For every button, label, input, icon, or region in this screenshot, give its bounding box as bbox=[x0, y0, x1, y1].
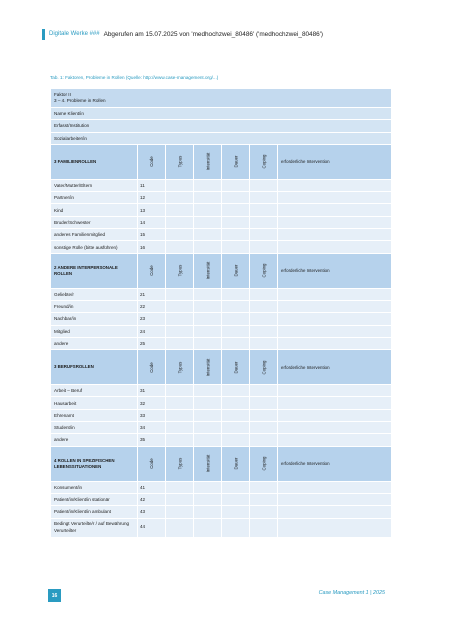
row-label: Student/in bbox=[51, 422, 137, 433]
intervention-cell bbox=[278, 204, 391, 215]
roles-table bbox=[50, 88, 392, 538]
row-label: Mitglied bbox=[51, 326, 137, 337]
column-header-1 bbox=[166, 447, 193, 481]
empty-cell bbox=[194, 422, 221, 433]
column-header-label: Code bbox=[149, 361, 154, 373]
row-code: 12 bbox=[138, 192, 165, 203]
empty-cell bbox=[194, 301, 221, 312]
section-title: 2 ANDERE INTERPERSONALE ROLLEN bbox=[51, 254, 137, 288]
column-header-label: Typus bbox=[177, 457, 182, 470]
section-title: 3 FAMILIENROLLEN bbox=[51, 145, 137, 179]
empty-cell bbox=[222, 241, 249, 252]
row-label: Bruder/Schwester bbox=[51, 217, 137, 228]
row-label: Partner/in bbox=[51, 192, 137, 203]
column-header-1 bbox=[166, 254, 193, 288]
column-header-label: Typus bbox=[177, 156, 182, 168]
empty-cell bbox=[194, 326, 221, 337]
column-header-4 bbox=[250, 350, 277, 384]
table-row bbox=[51, 494, 391, 505]
empty-cell bbox=[166, 410, 193, 421]
empty-cell bbox=[250, 326, 277, 337]
page-header bbox=[42, 28, 412, 40]
intervention-cell bbox=[278, 313, 391, 324]
row-code: 22 bbox=[138, 301, 165, 312]
empty-cell bbox=[222, 338, 249, 349]
empty-cell bbox=[166, 301, 193, 312]
column-header-label: Intensität bbox=[204, 454, 210, 473]
empty-cell bbox=[222, 313, 249, 324]
empty-cell bbox=[250, 482, 277, 493]
column-header-label: Code bbox=[149, 265, 154, 276]
empty-cell bbox=[222, 482, 249, 493]
column-header-0 bbox=[138, 447, 165, 481]
column-header-intervention: erforderliche Intervention bbox=[278, 447, 391, 481]
empty-cell bbox=[222, 204, 249, 215]
column-header-2 bbox=[194, 254, 221, 288]
empty-cell bbox=[166, 385, 193, 396]
column-header-intervention: erforderliche Intervention bbox=[278, 350, 391, 384]
intervention-cell bbox=[278, 422, 391, 433]
row-code: 31 bbox=[138, 385, 165, 396]
row-label: Kind bbox=[51, 204, 137, 215]
table-row bbox=[51, 289, 391, 300]
column-header-label: Typus bbox=[177, 264, 182, 277]
empty-cell bbox=[250, 385, 277, 396]
row-code: 44 bbox=[138, 519, 165, 537]
empty-cell bbox=[250, 494, 277, 505]
column-header-label: Dauer bbox=[233, 264, 238, 277]
empty-cell bbox=[222, 494, 249, 505]
empty-cell bbox=[194, 192, 221, 203]
header-brand: Digitale Werke ### bbox=[49, 31, 100, 37]
intervention-cell bbox=[278, 241, 391, 252]
column-header-4 bbox=[250, 254, 277, 288]
empty-cell bbox=[194, 482, 221, 493]
intervention-cell bbox=[278, 338, 391, 349]
row-code: 33 bbox=[138, 410, 165, 421]
empty-cell bbox=[166, 217, 193, 228]
info-cell: Sozialarbeiter/in bbox=[51, 133, 391, 144]
column-header-label: Typus bbox=[177, 361, 182, 374]
table-row bbox=[51, 385, 391, 396]
empty-cell bbox=[194, 494, 221, 505]
empty-cell bbox=[194, 519, 221, 537]
empty-cell bbox=[250, 506, 277, 517]
empty-cell bbox=[166, 397, 193, 408]
table-row bbox=[51, 482, 391, 493]
row-code: 34 bbox=[138, 422, 165, 433]
intervention-cell bbox=[278, 326, 391, 337]
empty-cell bbox=[194, 204, 221, 215]
row-code: 25 bbox=[138, 338, 165, 349]
table-row bbox=[51, 192, 391, 203]
empty-cell bbox=[166, 241, 193, 252]
table-row bbox=[51, 434, 391, 445]
empty-cell bbox=[222, 289, 249, 300]
empty-cell bbox=[166, 326, 193, 337]
column-header-intervention: erforderliche Intervention bbox=[278, 145, 391, 179]
intervention-cell bbox=[278, 397, 391, 408]
empty-cell bbox=[222, 192, 249, 203]
empty-cell bbox=[222, 434, 249, 445]
section-title: 4 ROLLEN IN SPEZIFISCHEN LEBENSSITUATIONEN bbox=[51, 447, 137, 481]
column-header-label: Dauer bbox=[233, 361, 238, 374]
empty-cell bbox=[194, 289, 221, 300]
empty-cell bbox=[166, 180, 193, 191]
row-code: 41 bbox=[138, 482, 165, 493]
table-row bbox=[51, 301, 391, 312]
row-code: 42 bbox=[138, 494, 165, 505]
empty-cell bbox=[166, 422, 193, 433]
empty-cell bbox=[250, 301, 277, 312]
table-row bbox=[51, 422, 391, 433]
table-row bbox=[51, 506, 391, 517]
row-code: 43 bbox=[138, 506, 165, 517]
column-header-0 bbox=[138, 254, 165, 288]
empty-cell bbox=[194, 313, 221, 324]
empty-cell bbox=[166, 482, 193, 493]
header-download-note: Abgerufen am 15.07.2025 von 'medhochzwei_80486' ('medhochzwei_80486') bbox=[103, 30, 324, 38]
empty-cell bbox=[250, 229, 277, 240]
empty-cell bbox=[250, 410, 277, 421]
empty-cell bbox=[194, 506, 221, 517]
row-label: Patient/in/Klient/in ambulant bbox=[51, 506, 137, 517]
column-header-label: Coping bbox=[260, 263, 266, 278]
empty-cell bbox=[194, 385, 221, 396]
column-header-0 bbox=[138, 350, 165, 384]
empty-cell bbox=[222, 229, 249, 240]
column-header-4 bbox=[250, 447, 277, 481]
empty-cell bbox=[222, 217, 249, 228]
row-label: Bedingt Verurteilte/r / auf Bewährung Verurteilter bbox=[51, 519, 137, 537]
empty-cell bbox=[250, 313, 277, 324]
footer-journal: Case Management 1 | 2025 bbox=[318, 590, 385, 596]
empty-cell bbox=[194, 229, 221, 240]
row-label: Arbeit – Beruf bbox=[51, 385, 137, 396]
page-number: 16 bbox=[48, 589, 61, 602]
column-header-1 bbox=[166, 350, 193, 384]
section-header-row bbox=[51, 447, 391, 481]
intervention-cell bbox=[278, 494, 391, 505]
column-header-label: Coping bbox=[260, 154, 266, 169]
empty-cell bbox=[194, 241, 221, 252]
table-row bbox=[51, 229, 391, 240]
column-header-3 bbox=[222, 350, 249, 384]
row-code: 15 bbox=[138, 229, 165, 240]
empty-cell bbox=[250, 289, 277, 300]
intervention-cell bbox=[278, 192, 391, 203]
row-code: 13 bbox=[138, 204, 165, 215]
empty-cell bbox=[166, 192, 193, 203]
table-row bbox=[51, 519, 391, 537]
header-accent-bar bbox=[42, 29, 45, 40]
table-title-row bbox=[51, 89, 391, 107]
info-row bbox=[51, 120, 391, 131]
table-row bbox=[51, 397, 391, 408]
section-header-row bbox=[51, 350, 391, 384]
empty-cell bbox=[250, 241, 277, 252]
empty-cell bbox=[194, 217, 221, 228]
empty-cell bbox=[222, 410, 249, 421]
row-label: Hausarbeit bbox=[51, 397, 137, 408]
column-header-2 bbox=[194, 350, 221, 384]
intervention-cell bbox=[278, 519, 391, 537]
intervention-cell bbox=[278, 434, 391, 445]
row-code: 23 bbox=[138, 313, 165, 324]
column-header-label: Coping bbox=[260, 456, 266, 471]
empty-cell bbox=[222, 301, 249, 312]
table-row bbox=[51, 217, 391, 228]
empty-cell bbox=[250, 217, 277, 228]
intervention-cell bbox=[278, 482, 391, 493]
intervention-cell bbox=[278, 229, 391, 240]
info-row bbox=[51, 108, 391, 119]
column-header-label: Dauer bbox=[233, 155, 238, 168]
table-row bbox=[51, 338, 391, 349]
column-header-label: Intensität bbox=[204, 261, 210, 280]
empty-cell bbox=[222, 506, 249, 517]
intervention-cell bbox=[278, 410, 391, 421]
row-code: 32 bbox=[138, 397, 165, 408]
empty-cell bbox=[222, 422, 249, 433]
intervention-cell bbox=[278, 301, 391, 312]
column-header-intervention: erforderliche Intervention bbox=[278, 254, 391, 288]
section-title: 3 BERUFSROLLEN bbox=[51, 350, 137, 384]
empty-cell bbox=[166, 338, 193, 349]
row-label: Ehrenamt bbox=[51, 410, 137, 421]
empty-cell bbox=[250, 434, 277, 445]
table-row bbox=[51, 410, 391, 421]
info-row bbox=[51, 133, 391, 144]
table-row bbox=[51, 326, 391, 337]
empty-cell bbox=[194, 180, 221, 191]
row-label: Konsument/in bbox=[51, 482, 137, 493]
table-row bbox=[51, 241, 391, 252]
empty-cell bbox=[222, 385, 249, 396]
info-cell: Erfasst/Institution bbox=[51, 120, 391, 131]
empty-cell bbox=[250, 519, 277, 537]
row-code: 21 bbox=[138, 289, 165, 300]
column-header-label: Coping bbox=[260, 360, 266, 375]
column-header-label: Intensität bbox=[204, 152, 210, 171]
empty-cell bbox=[166, 313, 193, 324]
column-header-2 bbox=[194, 145, 221, 179]
empty-cell bbox=[222, 397, 249, 408]
row-label: Vater/Mutter/Eltern bbox=[51, 180, 137, 191]
empty-cell bbox=[194, 434, 221, 445]
empty-cell bbox=[166, 229, 193, 240]
table-row bbox=[51, 180, 391, 191]
table-title-cell bbox=[51, 89, 391, 107]
empty-cell bbox=[222, 180, 249, 191]
column-header-1 bbox=[166, 145, 193, 179]
empty-cell bbox=[250, 180, 277, 191]
row-label: Freund/in bbox=[51, 301, 137, 312]
table-caption: Tab. 1: Faktoren, Probleme in Rollen (Quelle: http://www.case-management.org/...) bbox=[50, 75, 219, 80]
intervention-cell bbox=[278, 506, 391, 517]
column-header-label: Code bbox=[149, 458, 154, 469]
intervention-cell bbox=[278, 180, 391, 191]
empty-cell bbox=[194, 338, 221, 349]
empty-cell bbox=[250, 397, 277, 408]
row-label: sonstige Rolle (bitte ausführen) bbox=[51, 241, 137, 252]
row-label: anderes Familienmitglied bbox=[51, 229, 137, 240]
row-label: andere bbox=[51, 434, 137, 445]
row-code: 35 bbox=[138, 434, 165, 445]
row-code: 24 bbox=[138, 326, 165, 337]
empty-cell bbox=[250, 422, 277, 433]
intervention-cell bbox=[278, 385, 391, 396]
intervention-cell bbox=[278, 289, 391, 300]
empty-cell bbox=[166, 494, 193, 505]
empty-cell bbox=[166, 434, 193, 445]
table-title-line1: Faktor II bbox=[54, 91, 71, 97]
column-header-4 bbox=[250, 145, 277, 179]
row-label: Geliebte/r bbox=[51, 289, 137, 300]
table-row bbox=[51, 204, 391, 215]
column-header-0 bbox=[138, 145, 165, 179]
table-row bbox=[51, 313, 391, 324]
empty-cell bbox=[166, 519, 193, 537]
empty-cell bbox=[166, 204, 193, 215]
column-header-3 bbox=[222, 447, 249, 481]
column-header-3 bbox=[222, 145, 249, 179]
column-header-label: Dauer bbox=[233, 457, 238, 470]
row-label: Nachbar/in bbox=[51, 313, 137, 324]
row-code: 11 bbox=[138, 180, 165, 191]
column-header-label: Intensität bbox=[204, 358, 210, 377]
empty-cell bbox=[250, 192, 277, 203]
row-code: 16 bbox=[138, 241, 165, 252]
table-title-line2: 3 – 4. Probleme in Rollen bbox=[54, 98, 106, 103]
empty-cell bbox=[194, 397, 221, 408]
empty-cell bbox=[250, 338, 277, 349]
empty-cell bbox=[166, 506, 193, 517]
empty-cell bbox=[250, 204, 277, 215]
column-header-label: Code bbox=[149, 156, 154, 168]
info-cell: Name Klient/in bbox=[51, 108, 391, 119]
section-header-row bbox=[51, 254, 391, 288]
empty-cell bbox=[222, 519, 249, 537]
row-label: andere bbox=[51, 338, 137, 349]
row-code: 14 bbox=[138, 217, 165, 228]
empty-cell bbox=[166, 289, 193, 300]
row-label: Patient/in/Klient/in stationär bbox=[51, 494, 137, 505]
empty-cell bbox=[222, 326, 249, 337]
empty-cell bbox=[194, 410, 221, 421]
column-header-2 bbox=[194, 447, 221, 481]
column-header-3 bbox=[222, 254, 249, 288]
section-header-row bbox=[51, 145, 391, 179]
intervention-cell bbox=[278, 217, 391, 228]
